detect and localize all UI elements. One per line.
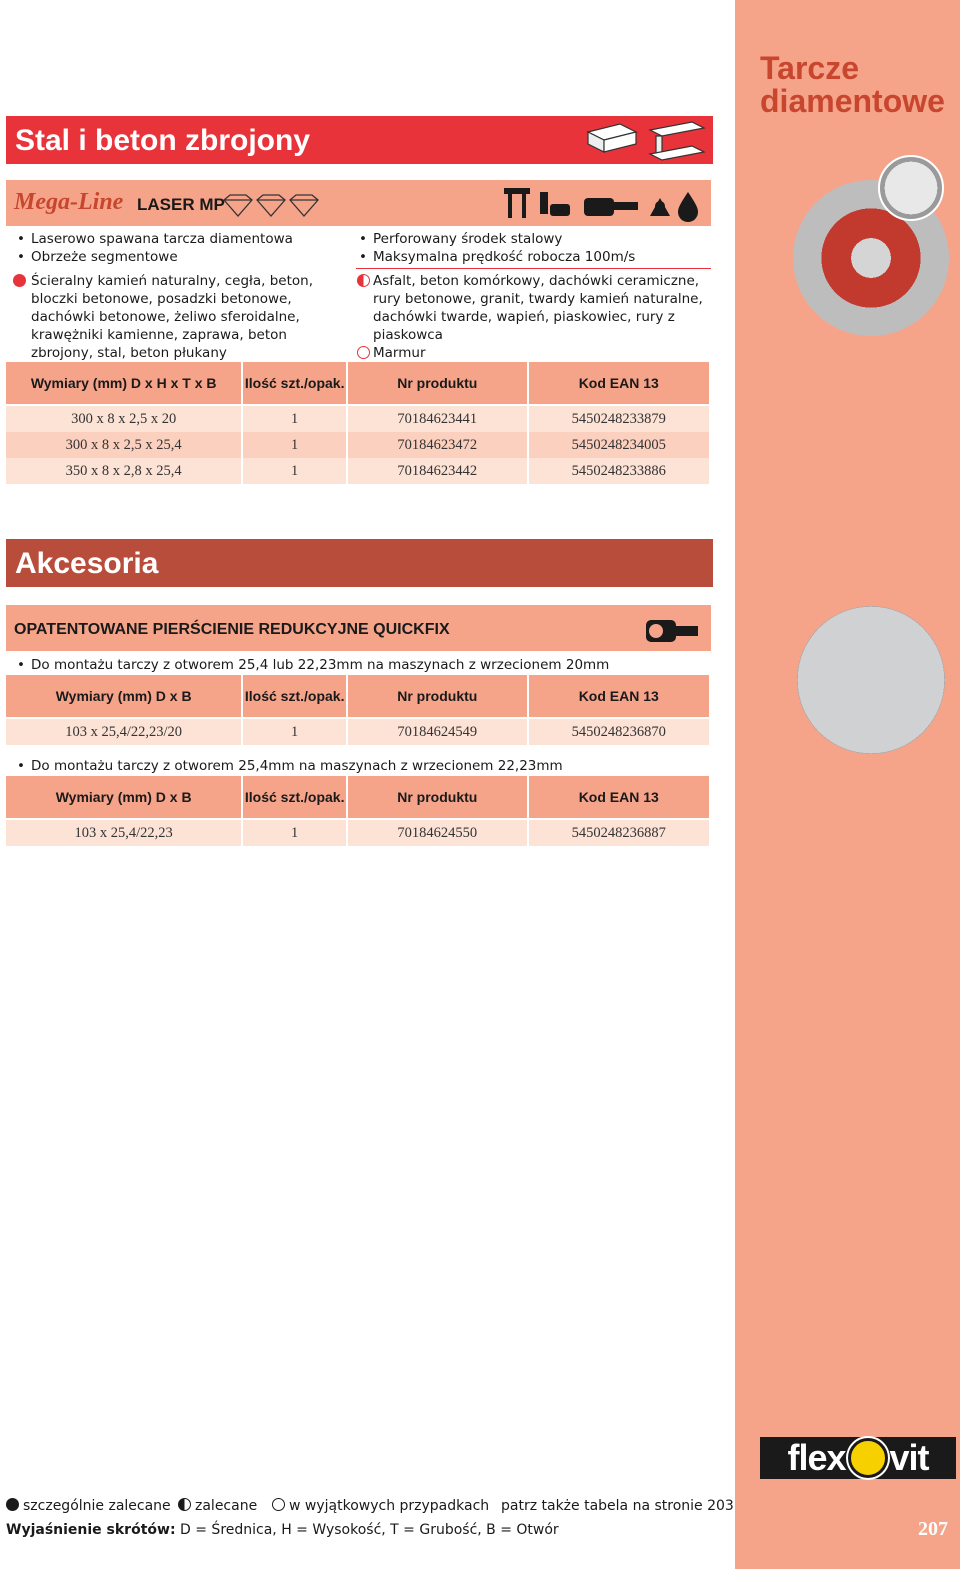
cell-product-number: 70184623442 [348,458,526,484]
table-header [6,675,711,717]
cell-product-number: 70184624549 [348,719,526,745]
cell-dimensions: 300 x 8 x 2,5 x 20 [6,406,241,432]
cell-quantity: 1 [243,406,346,432]
cut-off-saw-icon [642,612,702,646]
cell-quantity: 1 [243,820,346,846]
header-dimensions: Wymiary (mm) D x B [6,776,241,818]
suitable-materials: Asfalt, beton komórkowy, dachówki ceramiczne, rury betonowe, granit, twardy kamień naturalne, dachówki twarde, wapień, piaskowiec, rury z piaskowca [373,273,703,343]
feature-right-2: • Maksymalna prędkość robocza 100m/s [373,248,635,266]
header-ean: Kod EAN 13 [529,776,709,818]
table-header [6,362,711,404]
feature-left-1: • Laserowo spawana tarcza diamentowa [31,230,293,248]
header-quantity: Ilość szt./opak. [243,776,346,818]
header-product-number: Nr produktu [348,675,526,717]
divider [356,268,711,269]
recommended-materials: Ścieralny kamień naturalny, cegła, beton, bloczki betonowe, posadzki betonowe, dachówki betonowe, żeliwo sferoidalne, krawężniki kamienne, zaprawa, beton zbrojony, stal, beton płukany [31,273,314,361]
header-ean: Kod EAN 13 [529,362,709,404]
logo-mark [848,1438,888,1478]
brand-logo: Mega-Line [14,189,124,215]
cell-product-number: 70184623472 [348,432,526,458]
feature-right-1: • Perforowany środek stalowy [373,230,562,248]
filled-circle-icon [6,1498,19,1511]
cell-dimensions: 300 x 8 x 2,5 x 25,4 [6,432,241,458]
header-quantity: Ilość szt./opak. [243,675,346,717]
reduction-ring-image [797,606,945,754]
product-name: LASER MP [137,195,225,214]
mounting-note-1: • Do montażu tarczy z otworem 25,4 lub 22,23mm na maszynach z wrzecionem 20mm [31,656,609,674]
cell-product-number: 70184624550 [348,820,526,846]
exceptional-icon [357,346,370,359]
header-dimensions: Wymiary (mm) D x H x T x B [6,362,241,404]
legend-exceptional: w wyjątkowych przypadkach [272,1498,489,1514]
abbreviations: Wyjaśnienie skrótów: D = Średnica, H = Wysokość, T = Grubość, B = Otwór [6,1522,559,1538]
header-ean: Kod EAN 13 [529,675,709,717]
empty-circle-icon [272,1498,285,1511]
machine-icons [500,184,704,222]
cell-dimensions: 103 x 25,4/22,23/20 [6,719,241,745]
table-row [6,820,711,846]
side-title: Tarcze diamentowe [760,50,945,119]
cell-quantity: 1 [243,458,346,484]
cell-dimensions: 103 x 25,4/22,23 [6,820,241,846]
legend-recommended: zalecane [178,1498,257,1514]
cell-ean: 5450248234005 [529,432,709,458]
header-quantity: Ilość szt./opak. [243,362,346,404]
page-number: 207 [918,1518,948,1540]
section-title-steel: Stal i beton zbrojony [6,116,713,164]
cell-dimensions: 350 x 8 x 2,8 x 25,4 [6,458,241,484]
steel-profile-icon [584,118,710,162]
legend-especially: szczególnie zalecane [6,1498,171,1514]
see-also-note: patrz także tabela na stronie 203 [501,1498,734,1514]
table-row [6,719,711,745]
cell-quantity: 1 [243,432,346,458]
cell-product-number: 70184623441 [348,406,526,432]
diamond-icon [222,194,322,218]
cell-ean: 5450248236870 [529,719,709,745]
feature-left-2: • Obrzeże segmentowe [31,248,178,266]
cell-ean: 5450248233886 [529,458,709,484]
header-product-number: Nr produktu [348,776,526,818]
table-row [6,458,711,484]
cell-ean: 5450248236887 [529,820,709,846]
table-row [6,406,711,432]
section-title-accessories: Akcesoria [6,539,713,587]
laser-disc-closeup [878,155,944,221]
header-dimensions: Wymiary (mm) D x B [6,675,241,717]
cell-ean: 5450248233879 [529,406,709,432]
especially-recommended-icon [13,274,26,287]
header-product-number: Nr produktu [348,362,526,404]
flexovit-logo: flex vit [760,1437,956,1479]
recommended-icon [357,274,370,287]
exceptional-materials: Marmur [373,345,426,361]
table-header [6,776,711,818]
half-circle-icon [178,1498,191,1511]
accessory-subtitle: OPATENTOWANE PIERŚCIENIE REDUKCYJNE QUICKFIX [14,621,450,638]
mounting-note-2: • Do montażu tarczy z otworem 25,4mm na maszynach z wrzecionem 22,23mm [31,757,563,775]
cell-quantity: 1 [243,719,346,745]
table-row [6,432,711,458]
